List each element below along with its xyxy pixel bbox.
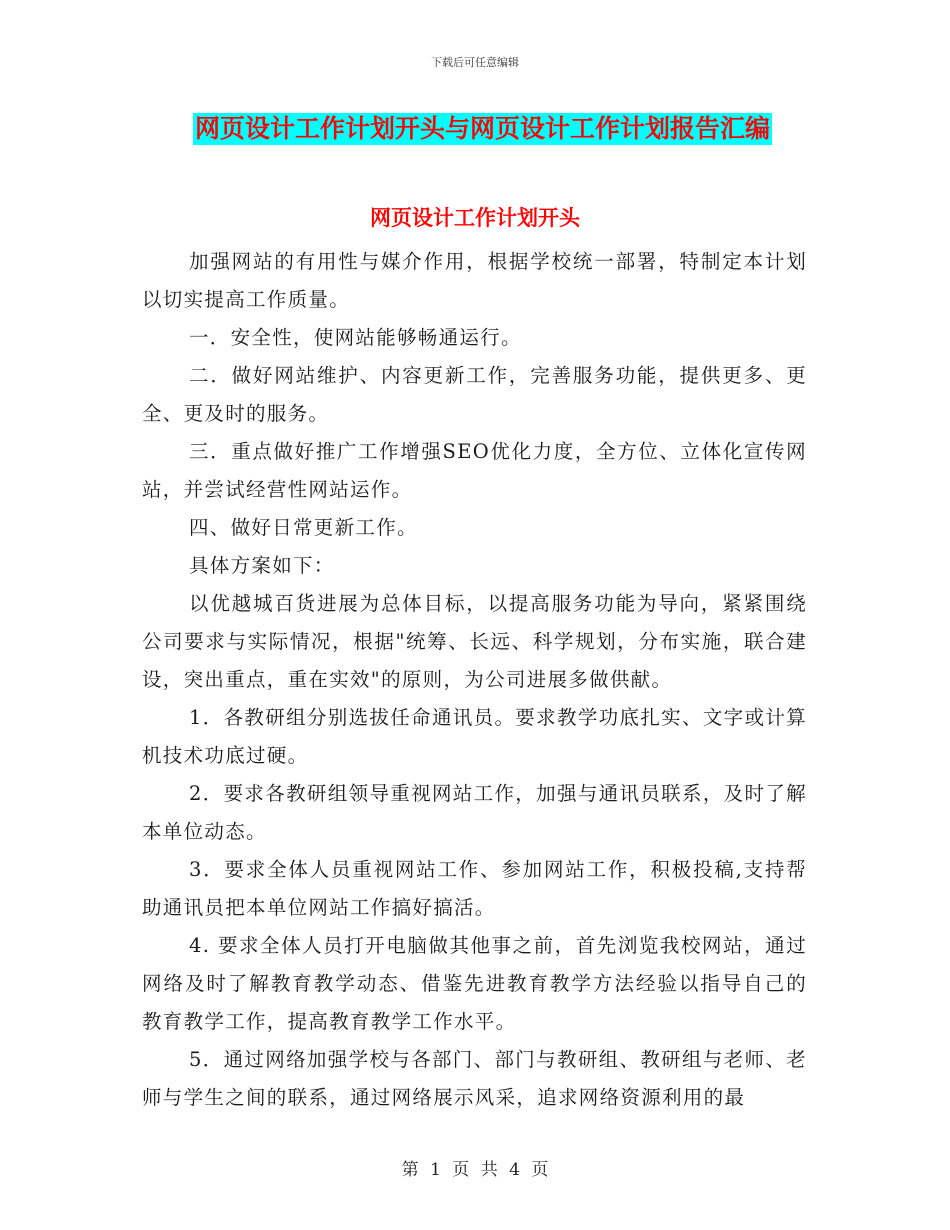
page-number-footer: 第 1 页 共 4 页 (401, 1160, 549, 1180)
document-title: 网页设计工作计划开头与网页设计工作计划报告汇编 (195, 114, 771, 143)
paragraph-item-1: 一．安全性，使网站能够畅通运行。 (189, 326, 522, 349)
paragraph-step-1: 1．各教研组分别选拔任命通讯员。要求教学功底扎实、文字或计算机技术功底过硬。 (142, 706, 807, 767)
paragraph-step-3: 3．要求全体人员重视网站工作、参加网站工作，积极投稿,支持帮助通讯员把本单位网站工作搞好搞活。 (142, 858, 807, 919)
paragraph-step-5: 5．通过网络加强学校与各部门、部门与教研组、教研组与老师、老师与学生之间的联系，通过网络展示风采，追求网络资源利用的最 (142, 1048, 807, 1109)
paragraph-step-2: 2．要求各教研组领导重视网站工作，加强与通讯员联系，及时了解本单位动态。 (142, 782, 807, 843)
paragraph-step-4: 4. 要求全体人员打开电脑做其他事之前，首先浏览我校网站，通过网络及时了解教育教学动态、借鉴先进教育教学方法经验以指导自己的教育教学工作，提高教育教学工作水平。 (142, 934, 807, 1033)
paragraph-item-2: 二．做好网站维护、内容更新工作，完善服务功能，提供更多、更全、更及时的服务。 (142, 364, 807, 425)
page-header-note: 下载后可任意编辑 (431, 56, 519, 69)
paragraph-plan-heading: 具体方案如下： (189, 554, 335, 577)
paragraph-intro: 加强网站的有用性与媒介作用，根据学校统一部署，特制定本计划以切实提高工作质量。 (142, 250, 807, 311)
paragraph-item-4: 四、做好日常更新工作。 (189, 516, 418, 539)
document-body (142, 243, 807, 1117)
paragraph-item-3: 三．重点做好推广工作增强SEO优化力度，全方位、立体化宣传网站，并尝试经营性网站运作。 (142, 440, 807, 501)
section-title: 网页设计工作计划开头 (370, 206, 580, 230)
paragraph-plan-goal: 以优越城百货进展为总体目标，以提高服务功能为导向，紧紧围绕公司要求与实际情况，根据"统筹、长远、科学规划，分布实施，联合建设，突出重点，重在实效"的原则，为公司进展多做供献。 (142, 592, 807, 691)
